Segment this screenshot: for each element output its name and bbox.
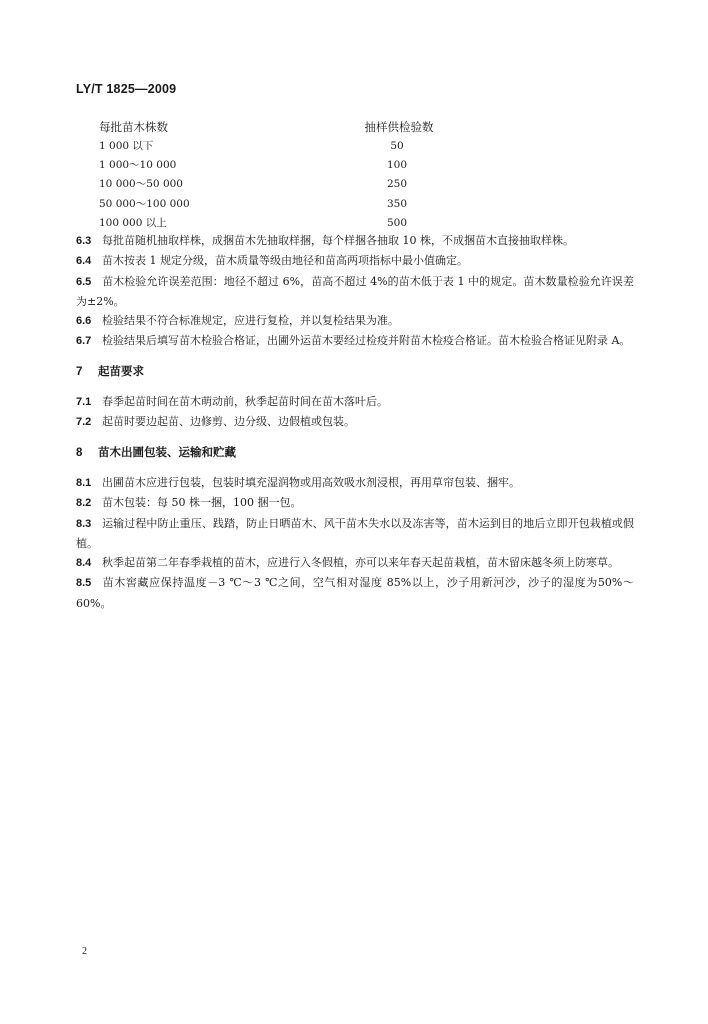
page-number: 2: [82, 946, 87, 957]
clause-number: 7.1: [76, 396, 92, 409]
sample-size-cell: 50: [390, 140, 404, 152]
clause-text: 每批苗随机抽取样株，成捆苗木先抽取样捆，每个样捆各抽取 10 株，不成捆苗木直接抽取样株。: [102, 234, 574, 247]
clause-text: 检验结果后填写苗木检验合格证，出圃外运苗木要经过检疫并附苗木检疫合格证。苗木检验合格证见附录 A。: [102, 334, 631, 348]
clause-6-3: [76, 231, 634, 251]
clause-8-4: [76, 553, 634, 573]
clause-number: 8.3: [76, 517, 92, 530]
clause-7-2: [76, 412, 634, 432]
batch-size-cell: 1 000 以下: [99, 140, 154, 152]
clause-number: 8.4: [76, 557, 92, 570]
sample-size-cell: 100: [386, 159, 408, 172]
clause-number: 6.5: [76, 275, 92, 288]
clause-text: 检验结果不符合标准规定，应进行复检，并以复检结果为准。: [102, 314, 399, 328]
clause-number: 7.2: [76, 416, 92, 429]
clause-8-5: [76, 573, 634, 613]
clause-text: 运输过程中防止重压、践踏，防止日晒苗木、风干苗木失水以及冻害等，苗木运到目的地后立即开包栽植或假植。: [76, 516, 634, 550]
sample-size-cell: 500: [386, 216, 408, 229]
batch-size-cell: 50 000～100 000: [99, 197, 190, 210]
col-batch-size-header: 每批苗木株数: [99, 120, 168, 134]
sample-size-cell: 350: [386, 197, 408, 210]
clause-text: 春季起苗时间在苗木萌动前，秋季起苗时间在苗木落叶后。: [102, 395, 388, 409]
clause-8-3: [76, 514, 634, 554]
clause-6-4: [76, 251, 634, 271]
clause-8-1: [76, 473, 634, 493]
clause-number: 6.4: [76, 255, 92, 268]
clause-text: 苗木检验允许误差范围：地径不超过 6%，苗高不超过 4%的苗木低于表 1 中的规定。苗木数量检验允许误差为±2%。: [76, 274, 634, 308]
clause-6-7: [76, 331, 634, 351]
section-title: 苗木出圃包装、运输和贮藏: [98, 444, 236, 459]
table-row: [99, 156, 459, 175]
section-7-heading: [76, 362, 634, 382]
clause-text: 起苗时要边起苗、边修剪、边分级、边假植或包装。: [102, 415, 355, 429]
table-header-row: [99, 117, 459, 137]
clause-number: 6.3: [76, 235, 92, 247]
clause-6-6: [76, 311, 634, 331]
batch-size-cell: 1 000～10 000: [99, 159, 177, 172]
section-number: 8: [76, 446, 83, 459]
clause-number: 8.1: [76, 476, 92, 489]
sample-size-table: [99, 117, 459, 233]
section-title: 起苗要求: [98, 363, 144, 378]
table-row: [99, 175, 459, 194]
clause-number: 8.5: [76, 577, 92, 590]
batch-size-cell: 100 000 以上: [99, 216, 167, 229]
clause-number: 6.6: [76, 315, 92, 328]
section-number: 7: [76, 365, 83, 378]
clause-text: 苗木按表 1 规定分级，苗木质量等级由地径和苗高两项指标中最小值确定。: [102, 254, 468, 268]
document-body: [76, 231, 634, 613]
clause-text: 出圃苗木应进行包装，包装时填充湿润物或用高效吸水剂浸根，再用草帘包装、捆牢。: [102, 475, 520, 489]
clause-6-5: [76, 272, 634, 312]
clause-7-1: [76, 392, 634, 412]
table-row: [99, 195, 459, 214]
sample-size-cell: 250: [386, 178, 408, 191]
batch-size-cell: 10 000～50 000: [99, 178, 183, 191]
clause-8-2: [76, 493, 634, 513]
section-8-heading: [76, 443, 634, 463]
clause-text: 秋季起苗第二年春季栽植的苗木，应进行入冬假植，亦可以来年春天起苗栽植，苗木留床越冬须上防寒草。: [102, 556, 619, 570]
standard-id: LY/T 1825—2009: [76, 82, 177, 96]
clause-number: 8.2: [76, 497, 92, 510]
clause-number: 6.7: [76, 335, 92, 348]
clause-text: 苗木包装：每 50 株一捆，100 捆一包。: [102, 496, 302, 510]
table-row: [99, 137, 459, 156]
col-sample-size-header: 抽样供检验数: [364, 120, 434, 134]
clause-text: 苗木窖藏应保持温度－3 ℃～3 ℃之间，空气相对湿度 85%以上，沙子用新河沙，沙子的湿度为50%～60%。: [76, 576, 634, 610]
